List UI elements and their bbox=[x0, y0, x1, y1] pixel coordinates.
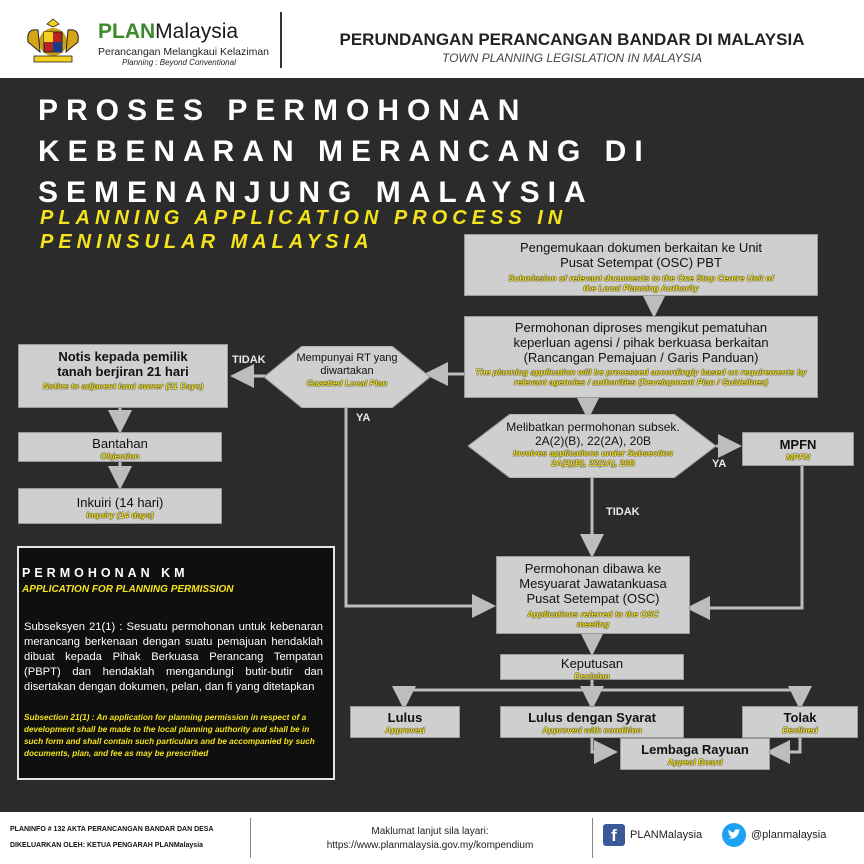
declined-label: Tolak bbox=[783, 710, 817, 725]
appeal-label-en: Appeal Board bbox=[667, 757, 723, 767]
brand-tagline: Planning : Beyond Conventional bbox=[122, 58, 236, 67]
gazetted-label: Mempunyai RT yang diwartakan bbox=[296, 352, 398, 377]
facebook-icon[interactable]: f bbox=[603, 824, 625, 846]
mpfn-box bbox=[742, 432, 854, 466]
footer-divider-right bbox=[592, 818, 593, 858]
km-body-text-en: Subsection 21(1) : An application for planning permission in respect of a development shall be made to the local planning authority and shall be in such form and shall contain such particulars and be accompanied by such documents, plan, and fee as may be prescribed bbox=[24, 713, 315, 758]
decision-label: Keputusan bbox=[560, 656, 624, 671]
km-title: PERMOHONAN KM bbox=[22, 566, 189, 580]
decision-box bbox=[500, 654, 684, 680]
objection-box bbox=[18, 432, 222, 462]
footer-info-label: Maklumat lanjut sila layari: bbox=[371, 826, 489, 837]
mpfn-label: MPFN bbox=[779, 437, 817, 452]
km-subtitle: APPLICATION FOR PLANNING PERMISSION bbox=[22, 584, 234, 595]
footer-planinfo: PLANINFO # 132 AKTA PERANCANGAN BANDAR DAN DESA bbox=[10, 826, 214, 833]
osc-meeting-label: Permohonan dibawa ke Mesyuarat Jawatankuasa Pusat Setempat (OSC) bbox=[519, 561, 667, 606]
appeal-label: Lembaga Rayuan bbox=[641, 742, 749, 757]
page-title: PROSES PERMOHONAN KEBENARAN MERANCANG DI SEMENANJUNG MALAYSIA bbox=[38, 94, 651, 209]
submission-label-en: Submission of relevant documents to the One Stop Centre Unit of the Local Planning Authority bbox=[508, 273, 774, 293]
mpfn-label-en: MPFN bbox=[785, 452, 811, 462]
submission-box bbox=[464, 234, 818, 296]
processing-label: Permohonan diproses mengikut pematuhan keperluan agensi / pihak berkuasa berkaitan (Rancangan Pemajuan / Garis Panduan) bbox=[513, 320, 769, 365]
twitter-icon[interactable] bbox=[722, 823, 746, 847]
involves-label: Melibatkan permohonan subsek. 2A(2)(B), 22(2A), 20B bbox=[506, 420, 680, 448]
approved-label: Lulus bbox=[387, 710, 423, 725]
declined-label-en: Declined bbox=[782, 725, 818, 735]
declined-box bbox=[742, 706, 858, 738]
decision-label-en: Decision bbox=[574, 671, 610, 681]
notice-label: Notis kepada pemilik tanah berjiran 21 hari bbox=[57, 349, 189, 379]
submission-label: Pengemukaan dokumen berkaitan ke Unit Pusat Setempat (OSC) PBT bbox=[519, 240, 763, 270]
no-label-gazetted: TIDAK bbox=[232, 354, 266, 366]
footer-issued-by: DIKELUARKAN OLEH: KETUA PENGARAH PLANMalaysia bbox=[10, 842, 204, 849]
approved-box bbox=[350, 706, 460, 738]
brand-name: PLANMalaysia bbox=[98, 20, 239, 43]
notice-box bbox=[18, 344, 228, 408]
km-body-text: Subseksyen 21(1) : Sesuatu permohonan untuk kebenaran merancang berkenaan dengan suatu pemajuan hendaklah dibuat kepada Pihak Berkuasa Perancang Tempatan (PBPT) dan hendaklah mengandungi butir-butir dan disertakan dengan dokumen, pelan, dan fi yang ditetapkan bbox=[24, 621, 323, 693]
inquiry-label: Inkuiri (14 hari) bbox=[76, 495, 164, 510]
involves-label-en: Involves applications under Subsection 2A(2)(B), 22(2A), 20B bbox=[512, 448, 674, 468]
brand-slogan: Perancangan Melangkaui Kelaziman bbox=[98, 46, 270, 58]
notice-label-en: Notice to adjacent land owner (21 Days) bbox=[42, 381, 204, 391]
osc-meeting-label-en: Applications referred to the OSC meeting bbox=[527, 609, 659, 629]
yes-label-involves: YA bbox=[712, 458, 727, 470]
conditional-box bbox=[500, 706, 684, 738]
processing-box bbox=[464, 316, 818, 398]
involves-text bbox=[500, 420, 686, 468]
facebook-handle[interactable]: PLANMalaysia bbox=[630, 829, 703, 841]
no-label-involves: TIDAK bbox=[606, 506, 640, 518]
processing-label-en: The planning application will be processed accordingly based on requirements by relevant agencies / authorities (Development Plan / Guidelines) bbox=[475, 367, 807, 387]
gazetted-label-en: Gazetted Local Plan bbox=[306, 378, 388, 388]
approved-label-en: Approved bbox=[385, 725, 425, 735]
conditional-label-en: Approved with condition bbox=[542, 725, 642, 735]
inquiry-label-en: Inquiry (14 days) bbox=[86, 510, 154, 520]
inquiry-box bbox=[18, 488, 222, 524]
twitter-handle[interactable]: @planmalaysia bbox=[751, 829, 827, 841]
gazetted-text bbox=[282, 352, 412, 388]
yes-label-gazetted: YA bbox=[356, 412, 371, 424]
footer-divider-left bbox=[250, 818, 251, 858]
conditional-label: Lulus dengan Syarat bbox=[528, 710, 656, 725]
page-subtitle: PLANNING APPLICATION PROCESS IN PENINSULAR MALAYSIA bbox=[40, 207, 568, 253]
header-title: PERUNDANGAN PERANCANGAN BANDAR DI MALAYSIA bbox=[339, 30, 805, 49]
osc-meeting-box bbox=[496, 556, 690, 634]
header-subtitle: TOWN PLANNING LEGISLATION IN MALAYSIA bbox=[441, 51, 703, 65]
objection-label: Bantahan bbox=[92, 436, 148, 451]
objection-label-en: Objection bbox=[100, 451, 140, 461]
footer-url-link[interactable]: https://www.planmalaysia.gov.my/kompendium bbox=[326, 840, 534, 851]
appeal-box bbox=[620, 738, 770, 770]
